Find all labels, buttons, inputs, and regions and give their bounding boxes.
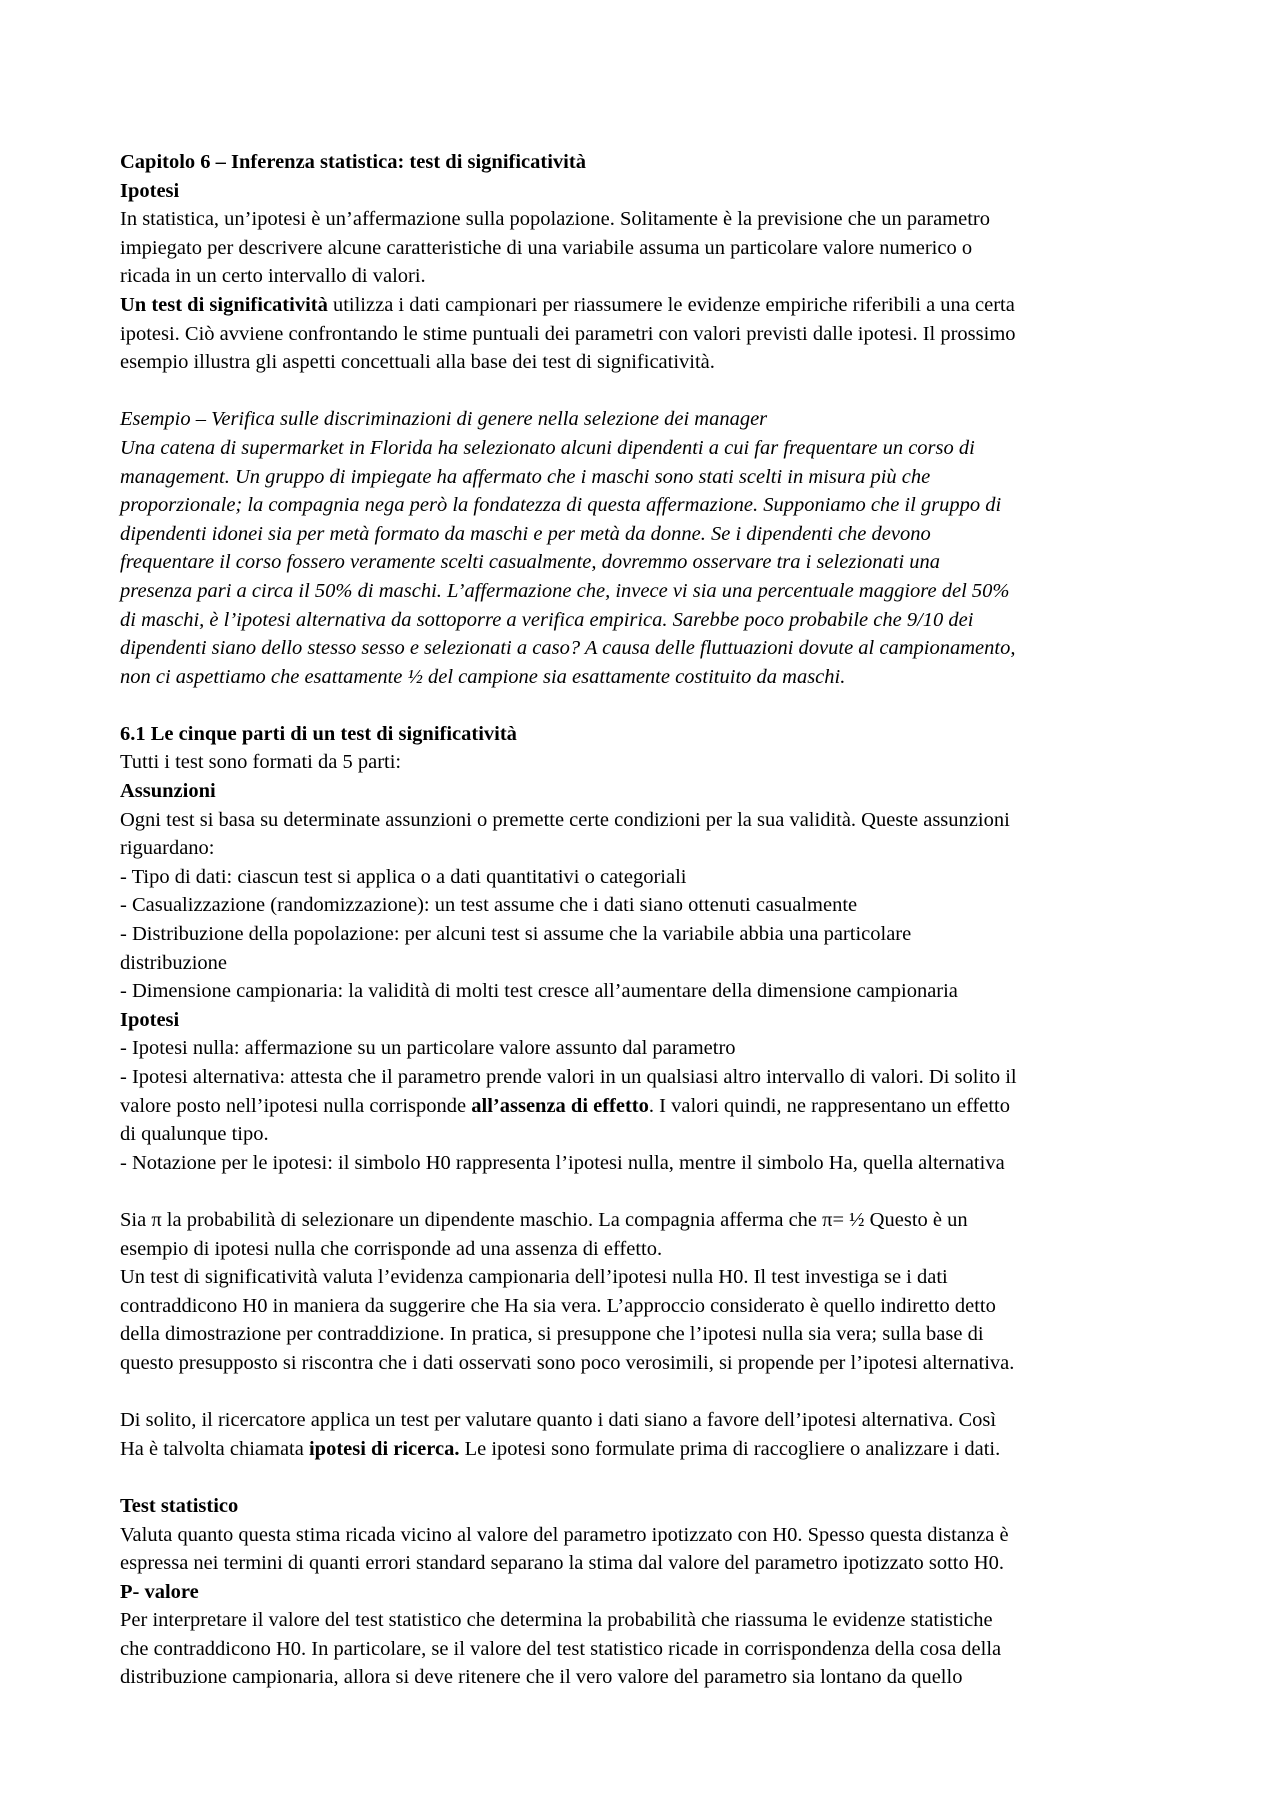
list-item: - Distribuzione della popolazione: per alcuni test si assume che la variabile abbia una particolare <box>120 923 912 946</box>
example-line: dipendenti idonei sia per metà formato da maschi e per metà da donne. Se i dipendenti che devono <box>120 522 931 545</box>
paragraph-line: Di solito, il ricercatore applica un test per valutare quanto i dati siano a favore dell’ipotesi alternativa. Così <box>120 1409 997 1432</box>
paragraph-line: esempio illustra gli aspetti concettuali alla base dei test di significatività. <box>120 351 715 374</box>
paragraph-line: contraddicono H0 in maniera da suggerire che Ha sia vera. L’approccio considerato è quello indiretto detto <box>120 1294 996 1317</box>
list-item: - Casualizzazione (randomizzazione): un test assume che i dati siano ottenuti casualmente <box>120 894 858 917</box>
bold-term: Un test di significatività <box>120 293 328 316</box>
paragraph-line: Un test di significatività valuta l’evidenza campionaria dell’ipotesi nulla H0. Il test investiga se i dati <box>120 1266 948 1289</box>
spacer <box>120 1177 1182 1206</box>
spacer <box>120 1378 1182 1407</box>
subheading-assunzioni: Assunzioni <box>120 780 216 803</box>
paragraph-line: che contraddicono H0. In particolare, se il valore del test statistico ricade in corrispondenza della cosa della <box>120 1637 1002 1660</box>
paragraph-line: della dimostrazione per contraddizione. In pratica, si presuppone che l’ipotesi nulla sia vera; sulla base di <box>120 1323 984 1346</box>
paragraph-line: ricada in un certo intervallo di valori. <box>120 265 426 288</box>
example-line: frequentare il corso fossero veramente scelti casualmente, dovremmo osservare tra i selezionati una <box>120 551 941 574</box>
bold-term: all’assenza di effetto <box>471 1094 649 1117</box>
paragraph-line <box>120 1092 1182 1121</box>
list-item: - Tipo di dati: ciascun test si applica o a dati quantitativi o categoriali <box>120 865 687 888</box>
subheading-test-statistico: Test statistico <box>120 1494 239 1517</box>
paragraph-line: esempio di ipotesi nulla che corrisponde ad una assenza di effetto. <box>120 1237 663 1260</box>
paragraph-line: di qualunque tipo. <box>120 1123 269 1146</box>
text-run: Le ipotesi sono formulate prima di raccogliere o analizzare i dati. <box>459 1437 1001 1460</box>
example-line: presenza pari a circa il 50% di maschi. L’affermazione che, invece vi sia una percentuale maggiore del 50% <box>120 579 1010 602</box>
paragraph-line: In statistica, un’ipotesi è un’affermazione sulla popolazione. Solitamente è la previsione che un parametro <box>120 208 990 231</box>
paragraph-line: Per interpretare il valore del test statistico che determina la probabilità che riassuma le evidenze statistiche <box>120 1609 993 1632</box>
chapter-title: Capitolo 6 – Inferenza statistica: test di significatività <box>120 151 586 173</box>
text-run: utilizza i dati campionari per riassumere le evidenze empiriche riferibili a una certa <box>327 293 1015 316</box>
text-run: . I valori quindi, ne rappresentano un effetto <box>648 1094 1010 1117</box>
paragraph-line: Ogni test si basa su determinate assunzioni o premette certe condizioni per la sua validità. Queste assunzioni <box>120 808 1010 831</box>
example-line: management. Un gruppo di impiegate ha affermato che i maschi sono stati scelti in misura più che <box>120 465 931 488</box>
section-heading-6-1: 6.1 Le cinque parti di un test di significatività <box>120 722 517 745</box>
paragraph-line: Valuta quanto questa stima ricada vicino al valore del parametro ipotizzato con H0. Spesso questa distanza è <box>120 1523 1009 1546</box>
paragraph-line: riguardano: <box>120 837 215 860</box>
paragraph-line: Tutti i test sono formati da 5 parti: <box>120 751 402 774</box>
example-line: Una catena di supermarket in Florida ha selezionato alcuni dipendenti a cui far frequentare un corso di <box>120 436 975 459</box>
spacer <box>120 691 1182 720</box>
list-item: - Dimensione campionaria: la validità di molti test cresce all’aumentare della dimensione campionaria <box>120 980 958 1003</box>
list-item: - Notazione per le ipotesi: il simbolo H0 rappresenta l’ipotesi nulla, mentre il simbolo Ha, quella alternativa <box>120 1151 1005 1174</box>
spacer <box>120 1463 1182 1492</box>
paragraph-line: ipotesi. Ciò avviene confrontando le stime puntuali dei parametri con valori previsti dalle ipotesi. Il prossimo <box>120 322 1016 345</box>
paragraph-line <box>120 291 1182 320</box>
paragraph-line <box>120 1435 1182 1464</box>
bold-term: ipotesi di ricerca. <box>308 1437 460 1460</box>
spacer <box>120 377 1182 406</box>
paragraph-line: Sia π la probabilità di selezionare un dipendente maschio. La compagnia afferma che π= ½ Questo è un <box>120 1208 968 1231</box>
list-item: - Ipotesi nulla: affermazione su un particolare valore assunto dal parametro <box>120 1037 736 1060</box>
example-line: dipendenti siano dello stesso sesso e selezionati a caso? A causa delle fluttuazioni dovute al campionamento, <box>120 637 1016 660</box>
subheading-ipotesi: Ipotesi <box>120 1008 180 1031</box>
paragraph-line: espressa nei termini di quanti errori standard separano la stima dal valore del parametro ipotizzato sotto H0. <box>120 1552 1005 1575</box>
list-item: - Ipotesi alternativa: attesta che il parametro prende valori in un qualsiasi altro intervallo di valori. Di solito il <box>120 1066 1017 1088</box>
document-page <box>120 148 1182 1692</box>
example-line: di maschi, è l’ipotesi alternativa da sottoporre a verifica empirica. Sarebbe poco probabile che 9/10 dei <box>120 608 974 631</box>
paragraph-line: questo presupposto si riscontra che i dati osservati sono poco verosimili, si propende per l’ipotesi alternativa. <box>120 1351 1015 1374</box>
section-heading-ipotesi: Ipotesi <box>120 179 180 202</box>
example-line: non ci aspettiamo che esattamente ½ del campione sia esattamente costituito da maschi. <box>120 665 846 688</box>
paragraph-line: impiegato per descrivere alcune caratteristiche di una variabile assuma un particolare valore numerico o <box>120 236 973 259</box>
example-title: Esempio – Verifica sulle discriminazioni di genere nella selezione dei manager <box>120 408 768 431</box>
text-run: Ha è talvolta chiamata <box>120 1437 309 1460</box>
example-line: proporzionale; la compagnia nega però la fondatezza di questa affermazione. Supponiamo che il gruppo di <box>120 494 1002 517</box>
list-item: distribuzione <box>120 951 228 974</box>
paragraph-line: distribuzione campionaria, allora si deve ritenere che il vero valore del parametro sia lontano da quello <box>120 1666 963 1689</box>
text-run: valore posto nell’ipotesi nulla corrisponde <box>120 1094 472 1117</box>
subheading-p-valore: P- valore <box>120 1580 199 1603</box>
